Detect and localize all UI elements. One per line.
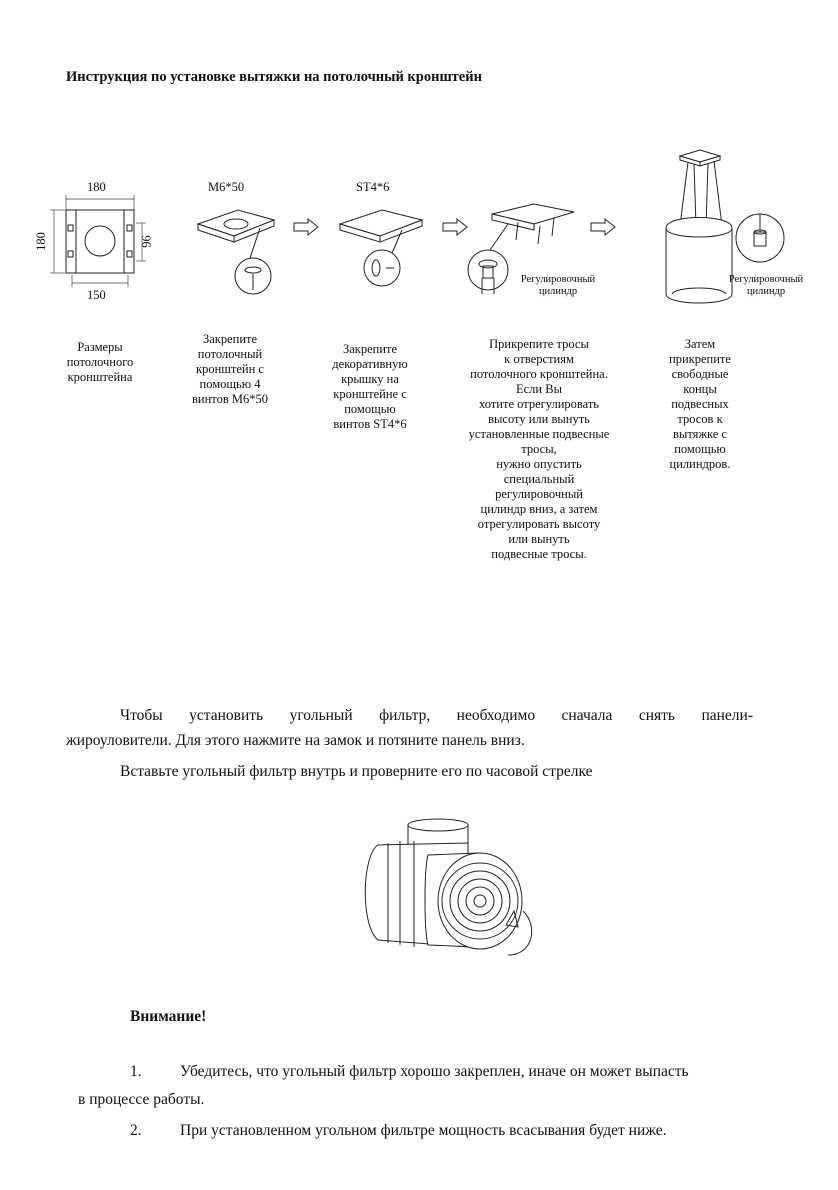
step-5-caption: Затем прикрепите свободные концы подвесных тросов к вытяжке с помощью цилиндров. <box>669 337 731 471</box>
filter-paragraph-line-1: Чтобы установить угольный фильтр, необходимо сначала снять панели- <box>120 707 753 724</box>
step-4-caption: Прикрепите тросы к отверстиям потолочного кронштейна. Если Вы хотите отрегулировать высоту или вынуть установленные подвесные тросы, нужно опустить специальный регулировочный цилиндр вниз, а затем отрегулировать высоту или вынуть подвесные тросы. <box>468 337 610 561</box>
page-title: Инструкция по установке вытяжки на потолочный кронштейн <box>66 69 482 85</box>
filter-paragraph-2: Вставьте угольный фильтр внутрь и проверните его по часовой стрелке <box>120 763 593 780</box>
attention-item-1-line-1: Убедитесь, что угольный фильтр хорошо закреплен, иначе он может выпасть <box>180 1063 689 1080</box>
step-1-caption: Размеры потолочного кронштейна <box>66 340 134 384</box>
attention-item-1-line-2: в процессе работы. <box>78 1091 205 1108</box>
step-3-drawing <box>336 198 436 298</box>
step-2-caption: Закрепите потолочный кронштейн с помощью 4 винтов M6*50 <box>192 332 268 406</box>
dim-bottom: 150 <box>87 288 106 302</box>
attention-item-1-number: 1. <box>130 1063 142 1080</box>
attention-item-2-line-1: При установленном угольном фильтре мощность всасывания будет ниже. <box>180 1122 667 1139</box>
attention-item-2-number: 2. <box>130 1122 142 1139</box>
step-3-caption: Закрепите декоративную крышку на кронштейне с помощью винтов ST4*6 <box>332 342 408 431</box>
step-2-drawing <box>190 198 290 298</box>
arrow-icon <box>442 219 468 235</box>
step-3-screw-label: ST4*6 <box>356 180 390 194</box>
filter-paragraph-line-2: жироуловители. Для этого нажмите на замок и потяните панель вниз. <box>66 732 525 749</box>
dim-right: 96 <box>138 235 153 248</box>
dim-top: 180 <box>87 180 106 194</box>
step-4-figure-label: Регулировочный цилиндр <box>520 274 596 297</box>
attention-heading: Внимание! <box>130 1008 207 1025</box>
arrow-icon <box>293 219 319 235</box>
dim-left: 180 <box>33 232 48 251</box>
fan-with-filter-drawing <box>358 815 538 965</box>
step-5-figure-label: Регулировочный цилиндр <box>728 274 804 297</box>
step-2-screw-label: M6*50 <box>208 180 245 194</box>
arrow-icon <box>590 219 616 235</box>
bracket-dimensions-drawing <box>50 195 150 290</box>
